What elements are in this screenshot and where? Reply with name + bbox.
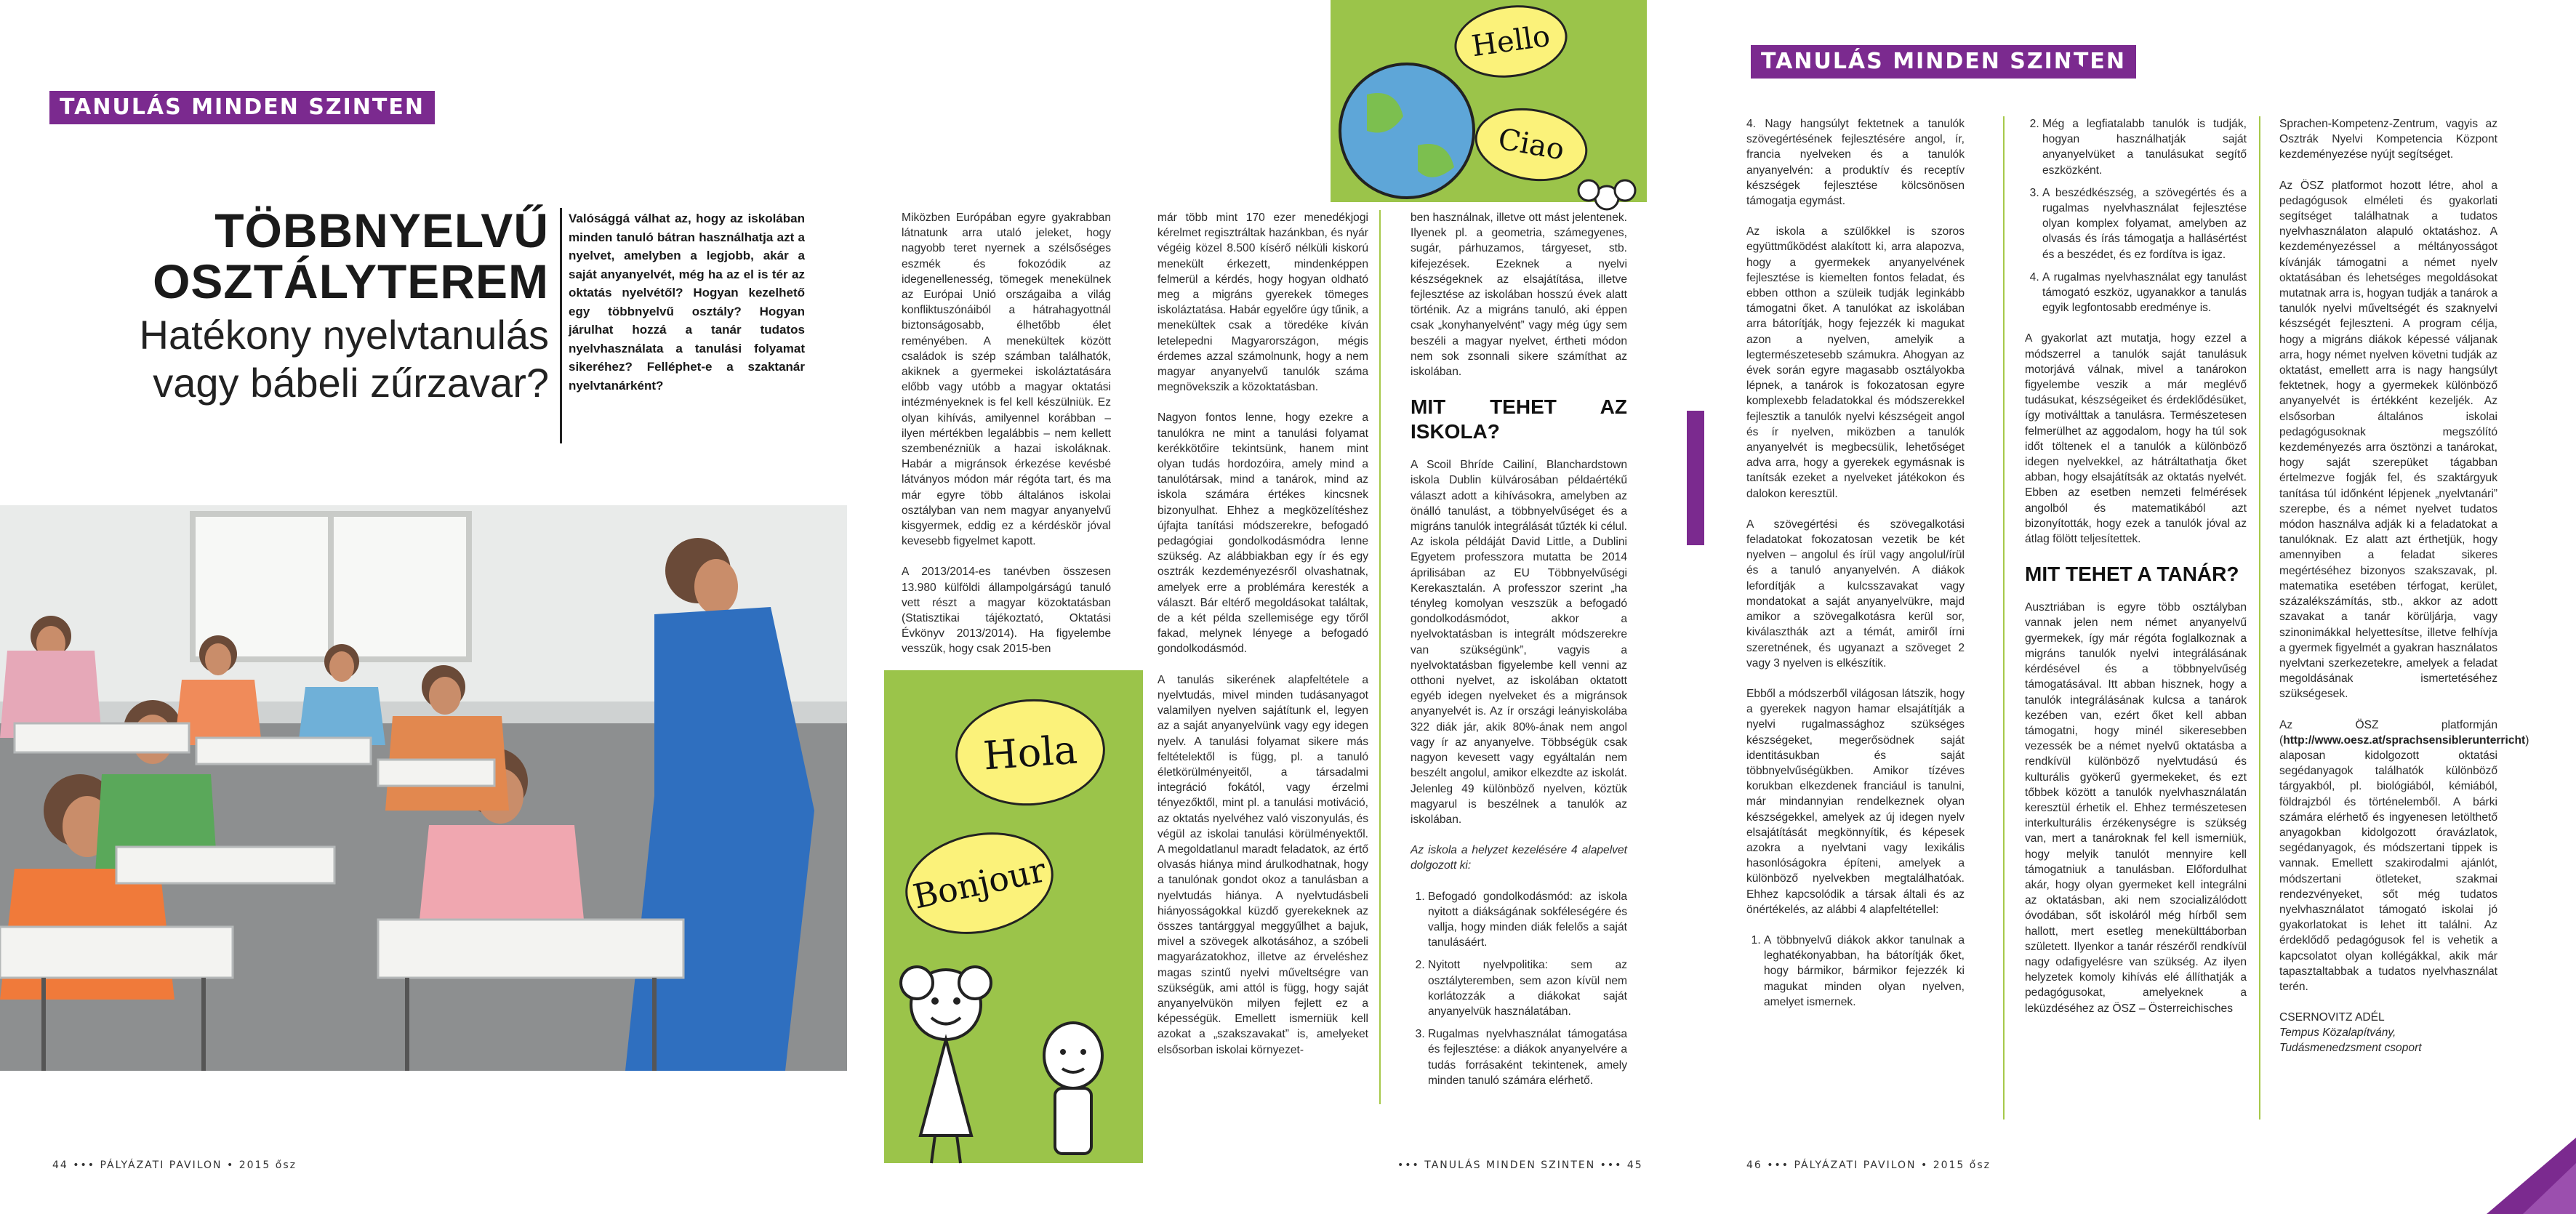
author-org-1: Tempus Közalapítvány, — [2279, 1026, 2396, 1040]
author-org-2: Tudásmenedzsment csoport — [2279, 1042, 2422, 1055]
col5-paragraph-2: Ausztriában is egyre több osztályban vannak jelen nem német anyanyelvű gyermekek, így már régóta foglalkoznak a migráns tanulók nyelvi integrálásának kérdésével és a többnyelvűség támogatásával. Itt abban hisznek, hogy a tanulók integrálásának kulcsa a tanárok kezében van, ezért őket kell abban támogatni, hogy minél sikeresebben vezessék be a német nyelvű oktatásba a rendkívül különböző nyelvtudású és kulturális gyökerű gyermekeket, és ezt tőbbek között a tanulók nyelvhasználatán keresztül érhetik el. Ehhez természetesen interkulturális érzékenységre is szükség van, mert a tanároknak fel kell ismerniük, hogy melyik tanulót mennyire kell támogatniuk a tanulásban. Előfordulhat akár, hogy olyan gyermeket kell integrálni az oktatásban, aki nem szocializálódott óvodában, sőt iskoláról még hírből sem hallott, mert esetleg menekülttáborban született. Ilyenkor a tanár részéről rendkívül nagy odafigyelésre van szükség. Az ilyen helyzetek komoly kihívás elé állíthatják a pedagógusokat, amelyeknek a leküzdéséhez az ÖSZ – Österreichisches — [2025, 601, 2247, 1015]
col5-paragraph-1: A gyakorlat azt mutatja, hogy ezzel a módszerrel a tanulók saját tanulásuk motorjává válnak, mivel a tanárokon figyelembe veszik a már meglévő tudásukat, készségeiket és érdeklődésüket, így motiválttak a tanulásra. Természetesen felmerülhet az aggodalom, hogy ha túl sok időt töltenek el a tanulók a különböző idegen nyelvekkel, az hátráltathatja őket abban, hogy elsajátítsák az oktatás nyelvét. Ebben az esetben nemzeti felmérések angolból és matematikából azt bizonyították, hogy ezek a tanulók jóval az átlag fölött teljesítettek. — [2025, 332, 2247, 546]
subtitle-line-2: vagy bábeli zűrzavar? — [153, 360, 549, 406]
col4-paragraph-3: Ebből a módszerből világosan látszik, hogy a gyerekek nagyon hamar elsajátítják a nyelvi rugalmassághoz szükséges készségeket, megerősödnek saját identitásukban és saját többnyelvűségükben. Amikor tízéves korukban elkezdenek franciául is tanulni, már mindannyian rendelkeznek olyan készségekkel, amelyek az új idegen nyelv elsajátítását megkönnyítik, és képesek azokra a nyelvtani vagy lexikális hasonlóságokra építeni, amelyek a különböző nyelvekben megtalálhatóak. Ehhez kapcsolódik a társak általi és az önértékelés, az alábbi 4 alapfeltétellel: — [1746, 687, 1965, 916]
list-item: 4. Nagy hangsúlyt fektetnek a tanulók szövegértésének fejlesztésére angol, ír, francia nyelveken és a tanulók anyanyelvén: a produktív és receptív készségek fejlesztése kölcsönösen támogatja egymást. — [1746, 116, 1965, 209]
author-signature — [2279, 1010, 2497, 1056]
article-column-2 — [1157, 210, 1368, 1170]
section-tag-tail — [369, 102, 398, 124]
gutter-accent — [1687, 411, 1704, 545]
bubble-hola-text: Hola — [982, 726, 1079, 779]
folio-45: ••• TANULÁS MINDEN SZINTEN ••• 45 — [1397, 1159, 1643, 1171]
folio-46: 46 ••• PÁLYÁZATI PAVILON • 2015 ősz — [1746, 1159, 1991, 1171]
speech-bubble-hola — [952, 694, 1109, 811]
conditions-list — [1746, 933, 1965, 1010]
list-item: 1. Befogadó gondolkodásmód: az iskola nyitott a diákságának sokféleségére és vallja, hogy minden diák felelős a saját tanulásáért. — [1428, 889, 1627, 951]
list-item: 3. A beszédkészség, a szövegértés és a rugalmas nyelvhasználat fejlesztése olyan komplex folyamat, amelyben az olvasás és írás támogatja a hallásértést és a beszédet, és ez fordítva is igaz. — [2042, 185, 2247, 262]
col6-p3-start: Az ÖSZ platformján ( — [2279, 718, 2497, 747]
column-rule-2 — [2003, 116, 2005, 1119]
article-column-1 — [902, 210, 1111, 661]
page-46 — [1730, 0, 2576, 1214]
col3-paragraph-2: A Scoil Bhríde Cailiní, Blanchardstown iskola Dublin külvárosában példaértékű választ adott a kihívásokra, amelyben az önálló tanulást, a többnyelvűséget és a migráns tanulók integrálását tűzték ki célul. Az iskola példáját David Little, a Dublini Egyetem professzora mutatta be 2014 áprilisában az EU Többnyelvűségi Kerekasztalán. A professzor szerint „ha tényleg komolyan veszszük a befogadó gondolkodásmódot, akkor a nyelvoktatásban is integrált módszerekre van szükségünk”, vagyis a nyelvoktatásban figyelembe kell venni az otthoni nyelvet, az iskolában oktatott egyéb idegen nyelveket és a migránsok anyanyelvét is. Az ír országi leányiskolába 322 diák jár, akik 80%-ának nem angol vagy ír az anyanyelve. Többségük csak nagyon kevesett vagy egyáltalán nem beszélt angolul, amikor elkezdte az iskolát. Jelenleg 49 különböző nyelven, köztük magyarul is beszélnek a tanulók az iskolában. — [1411, 459, 1627, 826]
oesz-link[interactable]: http://www.oesz.at/sprachsensiblerunterricht — [2283, 733, 2526, 747]
article-column-6 — [2279, 116, 2529, 1119]
hola-bonjour-image — [884, 670, 1143, 1163]
col4-paragraph-1: Az iskola a szülőkkel is szoros együttműködést alakított ki, arra alapozva, hogy a gyermekek anyanyelvének fejlesztése is kiemelten fontos feladat, és ebben otthon a szüleik tudják leginkább támogatni őket. A tanulókat az iskolában arra bátorítják, hogy fejezzék ki magukat azon a nyelven, amelyik a legtermészetesebb számukra. Ahogyan az évek során egyre magasabb osztályokba lépnek, a tanárok is fokozatosan egyre komplexebb feladatokkal és módszerekkel fejlesztik a tanulók nyelvi készségeit angol és ír nyelven, miközben a tanulók anyanyelvét is megbecsülik, lehetőséget adva arra, hogy a gyerekek egymásnak is tanítsák ezeket a nyelveket játékokon és dalokon keresztül. — [1746, 225, 1965, 500]
col2-paragraph-3: A tanulás sikerének alapfeltétele a nyelvtudás, mivel minden tudásanyagot valamilyen nyelven sajátítunk el, legyen az a saját anyanyelvünk vagy egy idegen nyelv. A tanulási folyamat sikere más feltételektől is függ, pl. a tanuló életkörülményeitől, a társadalmi integráció fokától, vagy érzelmi tényezőktől, mint pl. a tanulási motiváció, az oktatás nyelvéhez való viszonyulás, és végül az iskolai tanulási körülményektől. A megoldatlanul maradt feladatok, az értő olvasás hiánya mind árulkodhatnak, hogy a tanulónak gondot okoz a tanulásban a nyelvtudás hiánya. A nyelvtudásbeli hiányosságokkal küzdő gyerekeknek az összes tantárggyal meggyűlhet a bajuk, mivel a szövegek alkotásához, a szóbeli magyarázatokhoz, illetve az érveléshez magas szintű nyelvi műveltségre van szükségük, ami attól is függ, hogy saját anyanyelvükön milyen fejlett ez a képességük. Emellett ismerniük kell azokat a „szakszavakat” is, amelyeket elsősorban iskolai környezet- — [1157, 673, 1368, 1056]
section-tag-46-tail — [2069, 57, 2098, 79]
article-column-5 — [2025, 116, 2247, 1119]
col1-paragraph-2: A 2013/2014-es tanévben összesen 13.980 külföldi állampolgárságú tanuló vett részt a magyar közoktatásban (Statisztikai tájékoztató, Oktatási Évkönyv 2013/2014). Ha figyelembe vesszük, hogy csak 2015-ben — [902, 566, 1111, 656]
article-title — [29, 205, 549, 407]
list-item: 3. Rugalmas nyelvhasználat támogatása és fejlesztése: a diákok anyanyelvére a tudás forrásaként tekintenek, amely minden tanuló számára elérhető. — [1428, 1026, 1627, 1088]
col3-paragraph-1: ben használnak, illetve ott mást jelentenek. Ilyenek pl. a geometria, számegyenes, sugár, párhuzamos, tárgyeset, stb. kifejezések. Ezeknek a nyelvi készségeknek az elsajátítása, illetve fejlesztése az iskolában hosszú évek alatt történik. Az a migráns tanuló, aki éppen csak „konyhanyelvént” vagy még úgy sem beszéli a magyar nyelvet, értheti módon nem sok zsonnali sikere számíthat az iskolában. — [1411, 212, 1627, 379]
section-tag-label: TANULÁS MINDEN SZINTEN — [49, 91, 435, 124]
flower-doodle-icon — [1574, 169, 1640, 205]
title-line-1: TÖBBNYELVŰ — [214, 204, 549, 257]
list-item: 2. Még a legfiatalabb tanulók is tudják, hogyan használhatják saját anyanyelvüket a tanulásukat segítő eszközként. — [2042, 116, 2247, 178]
lead-paragraph: Valósággá válhat az, hogy az iskolában minden tanuló bátran használhatja azt a nyelvet, amelyben a legjobb, akár a saját anyanyelvét, még ha az el is tér az oktatás nyelvétől? Hogyan kezelhető egy többnyelvű osztály? Hogyan járulhat hozzá a tanár tudatos nyelvhasználata a tanulási folyamat sikeréhez? Felléphet-e a szaktanár nyelvtanárként? — [569, 212, 805, 393]
col2-paragraph-1: már több mint 170 ezer menedékjogi kérelmet regisztráltak hazánkban, és nyár végéig közel 8.500 kísérő nélküli kiskorú menekült érkezett, mindenképpen felmerül a kérdés, hogy hogyan oldható meg a migráns gyerekek tömeges iskoláztatása. Habár egyelőre úgy tűnik, a menekültek csak a töredéke kíván letelepedni Magyarországon, mégis érdemes azzal számolnunk, hogy a nem magyar anyanyelvű tanulók száma megnövekszik a közoktatásban. — [1157, 212, 1368, 394]
column-rule-3 — [2259, 116, 2260, 1119]
col6-paragraph-2: Az ÖSZ platformot hozott létre, ahol a pedagógusok elméleti és gyakorlati segítséget találhatnak a tudatos nyelvhasználaton alapuló oktatáshoz. A kezdeményezéssel a méltányosságot kívánják támogatni a német nyelv oktatásában és lehetséges megoldásokat mutatnak arra is, hogyan tudják a tanárok a tanulók nyelvi műveltségét és szaknyelvi készségét fejleszteni. A program célja, hogy a migráns diákok képessé váljanak arra, hogy német nyelven követni tudják az oktatást, emellett arra is nagy hangsúlyt fektetnek, hogy a gyermekek különböző anyanyelvét is értékként kezeljék. Az elsősorban általános iskolai pedagógusoknak megszólító kezdeményezés arra ösztönzi a tanárokat, hogy saját szerepüket tágabban értelmezve fogják fel, és szaktárgyuk tanítása túl időnként lépjenek „nyelvtanári” szerepbe, és a német nyelvet tudatos módon használva adják ki a feladatokat a tanulóknak. Ez alatt azt érthetjük, hogy amennyiben a feladat sikeres megértéséhez bizonyos szakszavak, pl. matematika esetében térfogat, kerület, százalékszámítás, stb., akkor az adott szavakat a tanár körüljárja, vagy szinonimákkal helyettesítse, illetve felhívja a gyermek figyelmét a gyakran használatos nyelvtani szerkezetekre, amelyek a feladat megoldásának ismertetéséhez szükségesek. — [2279, 179, 2497, 701]
list-item: 2. Nyitott nyelvpolitika: sem az osztályteremben, sem azon kívül nem korlátozzák a diákokat saját anyanyelvük használatában. — [1428, 957, 1627, 1019]
globe-icon — [1338, 44, 1476, 204]
boy-doodle-icon — [1030, 1019, 1117, 1165]
col6-paragraph-3 — [2279, 717, 2529, 995]
title-divider — [560, 208, 562, 443]
bubble-ciao-text: Ciao — [1496, 122, 1567, 167]
col6-paragraph-1: Sprachen-Kompetenz-Zentrum, vagyis az Osztrák Nyelvi Kompetencia Központ kezdeményezése nyújt segítséget. — [2279, 118, 2497, 161]
heading-what-can-teacher-do: MIT TEHET A TANÁR? — [2025, 563, 2239, 586]
col3-paragraph-3: Az iskola a helyzet kezelésére 4 alapelvet dolgozott ki: — [1411, 844, 1627, 872]
article-column-3 — [1411, 210, 1627, 1112]
heading-what-can-school-do: MIT TEHET AZ ISKOLA? — [1411, 395, 1627, 443]
folio-44: 44 ••• PÁLYÁZATI PAVILON • 2015 ősz — [52, 1159, 297, 1171]
hello-ciao-image — [1331, 0, 1647, 202]
page-45 — [843, 0, 1680, 1214]
bubble-hello-text: Hello — [1469, 19, 1552, 64]
speech-bubble-bonjour — [896, 819, 1063, 947]
principles-list — [1411, 889, 1627, 1088]
col1-paragraph-1: Miközben Európában egyre gyakrabban látnatunk arra utaló jeleket, hogy nagyobb teret nyernek a szélsőséges eszmék és fokozódik az idegenellenesség, tömegek menekülnek az Európai Unió országaiba a világ konfliktuszónáiból a hátrahagyottnál biztonságosabb, élhetőbb élet reményében. A menekültek között családok is szép számban találhatók, akiknek a gyermekei iskoláztatására előbb vagy utóbb a magyar oktatási intézményeknek is fel kell készülniük. Ez olyan kihívás, amilyennel korábban – ilyen mértékben legalábbis – nem kellett szembenézniük a hazai iskoláknak. Habár a migránsok érkezése kevésbé látványos módon már régóta tart, és ma már egyre több általános iskolai osztályban van nem magyar anyanyelvű kisgyermek, eddig ez a kérdéskör jóval kevesebb figyelmet kapott. — [902, 212, 1111, 548]
author-name: CSERNOVITZ ADÉL — [2279, 1011, 2385, 1024]
title-line-2: OSZTÁLYTEREM — [153, 254, 549, 308]
list-item: 1. A többnyelvű diákok akkor tanulnak a leghatékonyabban, ha bátorítják őket, hogy bármikor, bármikor fejezzék ki magukat minden olyan nyelven, amelyet ismernek. — [1764, 933, 1965, 1010]
col4-paragraph-2: A szövegértési és szövegalkotási feladatokat fokozatosan vezetik be két nyelven – angolul és írül vagy angolul/írül és a tanuló anyanyelvén. A diákok lefordítják a kulcsszavakat vagy mondatokat a saját anyanyelvükre, majd amikor a szövegalkotásra kerül sor, kiválaszthák azt a témát, amiről írni szeretnének, és ugyanazt a szöveget 2 vagy 3 nyelven is elkészítik. — [1746, 518, 1965, 670]
list-item: 4. A rugalmas nyelvhasználat egy tanulást támogató eszköz, ugyanakkor a tanulás egyik legfontosabb eredménye is. — [2042, 270, 2247, 316]
col2-paragraph-2: Nagyon fontos lenne, hogy ezekre a tanulókra ne mint a tanulási folyamat kerékkötőire tekintsünk, hanem mint olyan tudás hordozóira, amely mind a tanulótársak, mind a tanárok, mind az iskola számára értékes kincsnek bizonyulhat. Ehhez a megközelítéshez újfajta tanítási módszerekre, befogadó pedagógiai gondolkodásmódra lenne szükség. Az alábbiakban egy ír és egy osztrák kezdeményezésről olvashatnak, amelyek erre a problémára keresték a választ. Bár eltérő megoldásokat találtak, de a két példa szellemisége egy tőről fakad, melynek lényege a befogadó gondolkodásmód. — [1157, 411, 1368, 656]
classroom-photo — [0, 505, 847, 1071]
section-tag-46-label: TANULÁS MINDEN SZINTEN — [1751, 45, 2136, 79]
bubble-bonjour-text: Bonjour — [910, 850, 1049, 917]
subtitle-line-1: Hatékony nyelvtanulás — [139, 312, 549, 358]
principles-list-cont — [1746, 116, 1965, 209]
corner-triangle-icon — [2487, 1138, 2576, 1214]
conditions-list-cont — [2025, 116, 2247, 315]
article-column-4 — [1746, 116, 1965, 1119]
col6-p3-end: ) alaposan kidolgozott oktatási segédanyagok találhatók különböző tárgyakból, pl. biológiából, kémiából, földrajzból és történelemből. A bárki számára elérhető és ingyenesen letölthető anyagokban kidolgozott óravázlatok, segédanyagok, és módszertani tippek is vannak. Emellett szakirodalmi ajánlót, módszertani ötleteket, szakmai rendezvényeket, sőt még tudatos nyelvhasználatot támogató iskolai jó gyakorlatokat is lehet itt találni. Az érdeklődő pedagógusok fel is vehetik a kapcsolatot olyan kollégákkal, akik már tapasztaltabbak a tudatos nyelvhasználat terén. — [2279, 733, 2529, 993]
girl-doodle-icon — [891, 961, 1000, 1165]
column-rule — [1379, 210, 1381, 1104]
page-44 — [0, 0, 843, 1214]
